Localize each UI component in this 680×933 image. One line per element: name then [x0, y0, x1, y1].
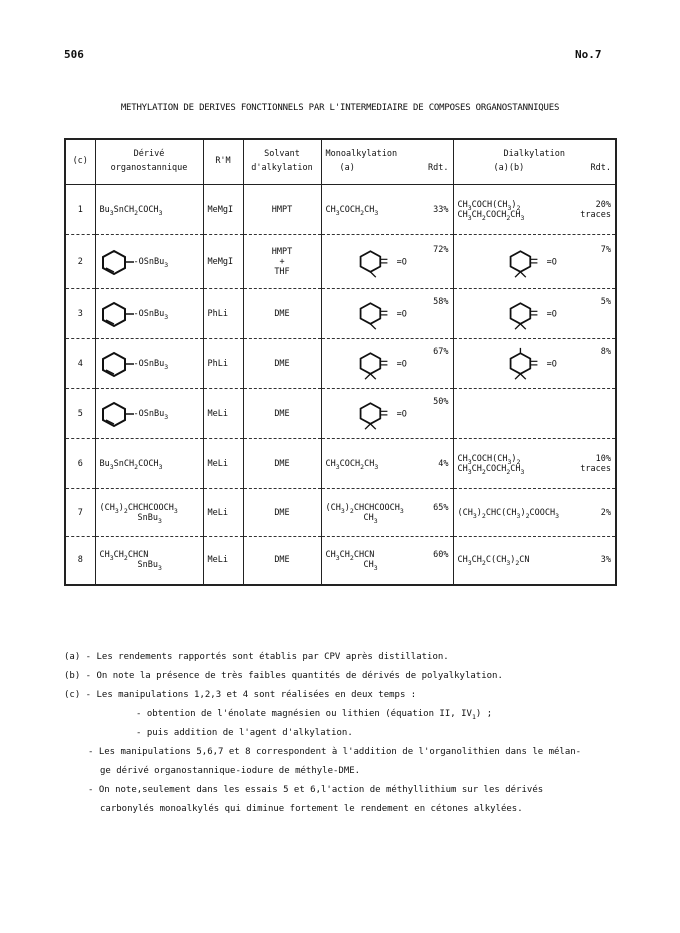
derive-cell: $Bu_3SnCH_2COCH_3$ — [95, 185, 203, 235]
footnote-line: - Les manipulations 5,6,7 et 8 correspondent à l'addition de l'organolithien dans le mélan- — [88, 747, 582, 757]
methylcyclohexanone-ring-icon — [356, 397, 392, 431]
entry-number: 7 — [65, 489, 95, 537]
mono-cell: $CH_3COCH_2CH_3$ 33% — [321, 185, 453, 235]
methylcyclohexanone-ring-icon — [506, 245, 542, 279]
table-row — [65, 289, 616, 339]
cyclohexenyl-ring-icon — [100, 300, 134, 328]
entry-number: 5 — [65, 389, 95, 439]
table-row — [65, 339, 616, 389]
header-di: Dialkylation (a)(b) Rdt. — [453, 139, 616, 185]
methylcyclohexanone-ring-icon — [356, 297, 392, 331]
table-row — [65, 489, 616, 537]
header-mono: Monoalkylation (a) Rdt. — [321, 139, 453, 185]
derive-cell: -OSnBu$_3$ — [95, 289, 203, 339]
solvant-cell: HMPT — [243, 185, 321, 235]
cyclohexenyl-ring-icon — [100, 248, 134, 276]
rm-cell: MeLi — [203, 389, 243, 439]
footnote-line: - obtention de l'énolate magnésien ou lithien (équation II, $IV_1$) ; — [136, 709, 493, 721]
entry-number: 2 — [65, 235, 95, 289]
solvant-cell: DME — [243, 489, 321, 537]
results-table — [64, 138, 617, 586]
footnotes — [64, 648, 624, 819]
journal-issue: No.7 — [575, 48, 602, 61]
rm-cell: PhLi — [203, 289, 243, 339]
solvant-cell: DME — [243, 389, 321, 439]
mono-cell: $CH_3CH_2CHCN$ $CH_3$ 60% — [321, 537, 453, 585]
di-cell: =O 8% — [453, 339, 616, 389]
derive-cell: $CH_3CH_2CHCN$ SnBu$_3$ — [95, 537, 203, 585]
footnote-line: - On note,seulement dans les essais 5 et 6,l'action de méthyllithium sur les dérivés — [88, 785, 544, 795]
di-cell: =O 5% — [453, 289, 616, 339]
entry-number: 3 — [65, 289, 95, 339]
di-cell — [453, 389, 616, 439]
entry-number: 6 — [65, 439, 95, 489]
di-cell: $CH_3CH_2C(CH_3)_2CN$ 3% — [453, 537, 616, 585]
di-cell: $CH_3COCH(CH_3)_2$ 10% $CH_3CH_2COCH_2CH_3$ traces — [453, 439, 616, 489]
page-number: 506 — [64, 48, 84, 61]
table-title: METHYLATION DE DERIVES FONCTIONNELS PAR L'INTERMEDIAIRE DE COMPOSES ORGANOSTANNIQUES — [120, 103, 560, 113]
rm-cell: MeMgI — [203, 235, 243, 289]
footnote-line: (c) - Les manipulations 1,2,3 et 4 sont réalisées en deux temps : — [64, 690, 417, 700]
header-derive: Dérivé organostannique — [95, 139, 203, 185]
solvant-cell: HMPT + THF — [243, 235, 321, 289]
di-cell: $CH_3COCH(CH_3)_2$ 20% $CH_3CH_2COCH_2CH_3$ traces — [453, 185, 616, 235]
rm-cell: MeMgI — [203, 185, 243, 235]
mono-cell: =O 50% — [321, 389, 453, 439]
entry-number: 1 — [65, 185, 95, 235]
header-c: (c) — [65, 139, 95, 185]
footnote-line: carbonylés monoalkylés qui diminue fortement le rendement en cétones alkylées. — [100, 804, 523, 814]
footnote-line: - puis addition de l'agent d'alkylation. — [136, 728, 353, 738]
derive-cell: $Bu_3SnCH_2COCH_3$ — [95, 439, 203, 489]
methylcyclohexanone-ring-icon — [506, 297, 542, 331]
footnote-line: ge dérivé organostannique-iodure de méthyle-DME. — [100, 766, 361, 776]
footnote-line: (a) - Les rendements rapportés sont établis par CPV après distillation. — [64, 652, 449, 662]
di-cell: =O 7% — [453, 235, 616, 289]
methylcyclohexanone-ring-icon — [356, 347, 392, 381]
solvant-cell: DME — [243, 289, 321, 339]
table-row — [65, 389, 616, 439]
solvant-cell: DME — [243, 339, 321, 389]
mono-cell: $CH_3COCH_2CH_3$ 4% — [321, 439, 453, 489]
entry-number: 4 — [65, 339, 95, 389]
rm-cell: MeLi — [203, 537, 243, 585]
header-rm: R'M — [203, 139, 243, 185]
derive-cell: -OSnBu$_3$ — [95, 389, 203, 439]
derive-cell: -OSnBu$_3$ — [95, 339, 203, 389]
table-row — [65, 185, 616, 235]
mono-cell: =O 72% — [321, 235, 453, 289]
table-row — [65, 439, 616, 489]
table-row — [65, 537, 616, 585]
rm-cell: MeLi — [203, 439, 243, 489]
rm-cell: PhLi — [203, 339, 243, 389]
solvant-cell: DME — [243, 439, 321, 489]
derive-cell: -OSnBu$_3$ — [95, 235, 203, 289]
cyclohexenyl-ring-icon — [100, 400, 134, 428]
mono-cell: =O 58% — [321, 289, 453, 339]
derive-cell: $(CH_3)_2CHCHCOOCH_3$ SnBu$_3$ — [95, 489, 203, 537]
methylcyclohexanone-ring-icon — [356, 245, 392, 279]
mono-cell: =O 67% — [321, 339, 453, 389]
entry-number: 8 — [65, 537, 95, 585]
methylcyclohexanone-ring-icon — [506, 347, 542, 381]
table-row — [65, 235, 616, 289]
cyclohexenyl-ring-icon — [100, 350, 134, 378]
header-solvant: Solvant d'alkylation — [243, 139, 321, 185]
di-cell: $(CH_3)_2CHC(CH_3)_2COOCH_3$ 2% — [453, 489, 616, 537]
solvant-cell: DME — [243, 537, 321, 585]
rm-cell: MeLi — [203, 489, 243, 537]
mono-cell: $(CH_3)_2CHCHCOOCH_3$ $CH_3$ 65% — [321, 489, 453, 537]
footnote-line: (b) - On note la présence de très faibles quantités de dérivés de polyalkylation. — [64, 671, 503, 681]
